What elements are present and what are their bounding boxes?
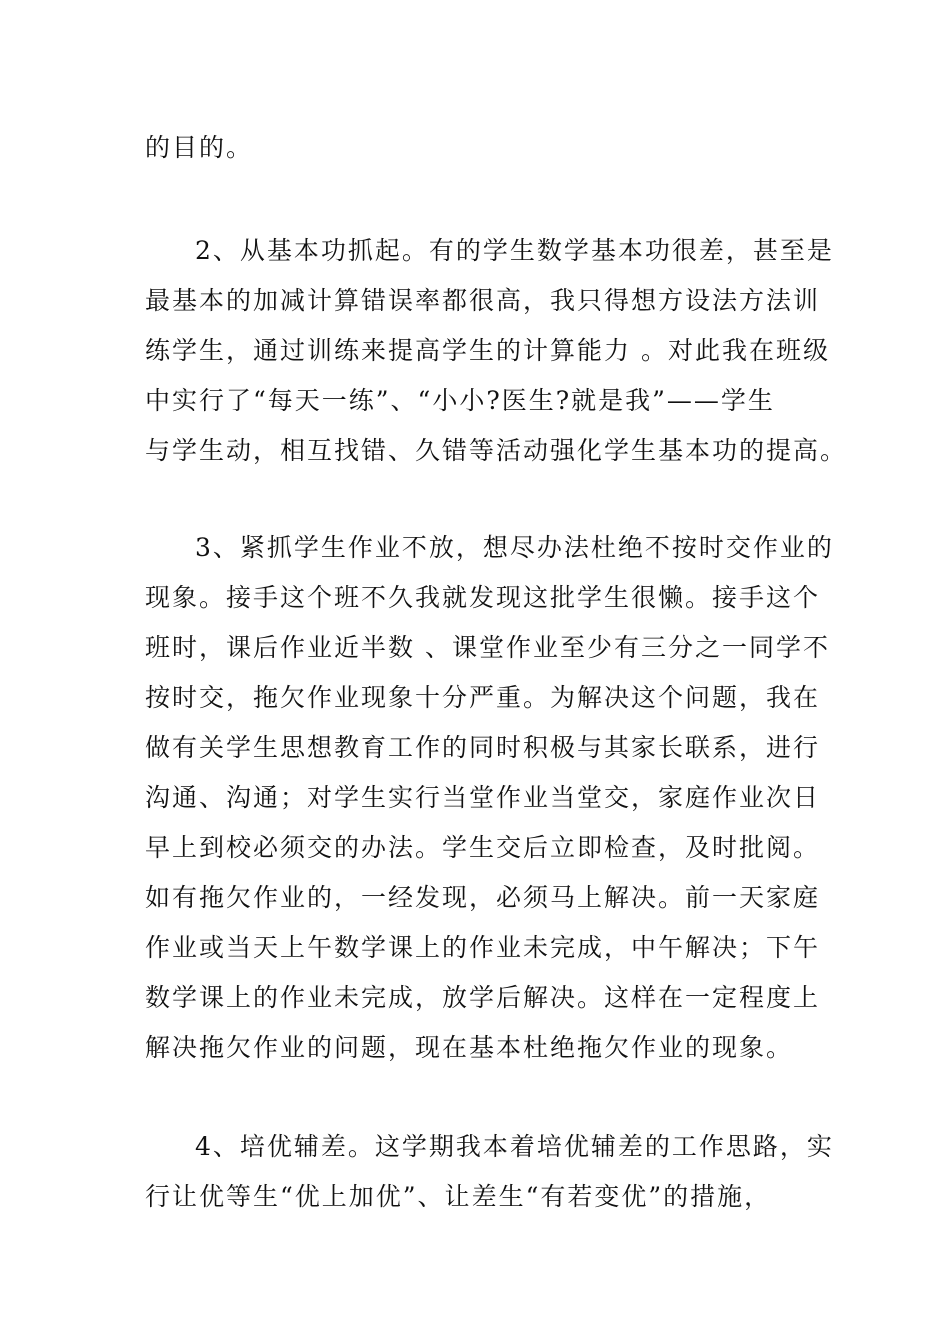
- paragraph-3-line-0: 4、培优辅差。这学期我本着培优辅差的工作思路，实: [195, 1132, 834, 1161]
- paragraph-1-line-0: 2、从基本功抓起。有的学生数学基本功很差，甚至是: [195, 236, 834, 265]
- paragraph-2-line-4: 做有关学生思想教育工作的同时积极与其家长联系，进行: [145, 733, 821, 762]
- paragraph-2-line-3: 按时交，拖欠作业现象十分严重。为解决这个问题，我在: [145, 683, 821, 712]
- paragraph-1-line-3: 中实行了“每天一练”、“小小?医生?就是我”——学生: [145, 386, 775, 415]
- paragraph-2-line-5: 沟通、沟通；对学生实行当堂作业当堂交，家庭作业次日: [145, 783, 821, 812]
- paragraph-2-line-1: 现象。接手这个班不久我就发现这批学生很懒。接手这个: [145, 583, 821, 612]
- paragraph-1-line-4: 与学生动，相互找错、久错等活动强化学生基本功的提高。: [145, 436, 848, 465]
- paragraph-1-line-1: 最基本的加减计算错误率都很高，我只得想方设法方法训: [145, 286, 821, 315]
- paragraph-2-line-8: 作业或当天上午数学课上的作业未完成，中午解决；下午: [145, 933, 821, 962]
- paragraph-2-line-10: 解决拖欠作业的问题，现在基本杜绝拖欠作业的现象。: [145, 1033, 794, 1062]
- paragraph-2-line-7: 如有拖欠作业的，一经发现，必须马上解决。前一天家庭: [145, 883, 821, 912]
- paragraph-3-line-1: 行让优等生“优上加优”、让差生“有若变优”的措施，: [145, 1182, 772, 1211]
- paragraph-0-line-0: 的目的。: [145, 133, 254, 162]
- paragraph-2-line-6: 早上到校必须交的办法。学生交后立即检查，及时批阅。: [145, 833, 821, 862]
- paragraph-2-line-2: 班时，课后作业近半数 、课堂作业至少有三分之一同学不: [145, 633, 830, 662]
- paragraph-1-line-2: 练学生，通过训练来提高学生的计算能力 。对此我在班级: [145, 336, 830, 365]
- paragraph-2-line-9: 数学课上的作业未完成，放学后解决。这样在一定程度上: [145, 983, 821, 1012]
- paragraph-2-line-0: 3、紧抓学生作业不放，想尽办法杜绝不按时交作业的: [195, 533, 834, 562]
